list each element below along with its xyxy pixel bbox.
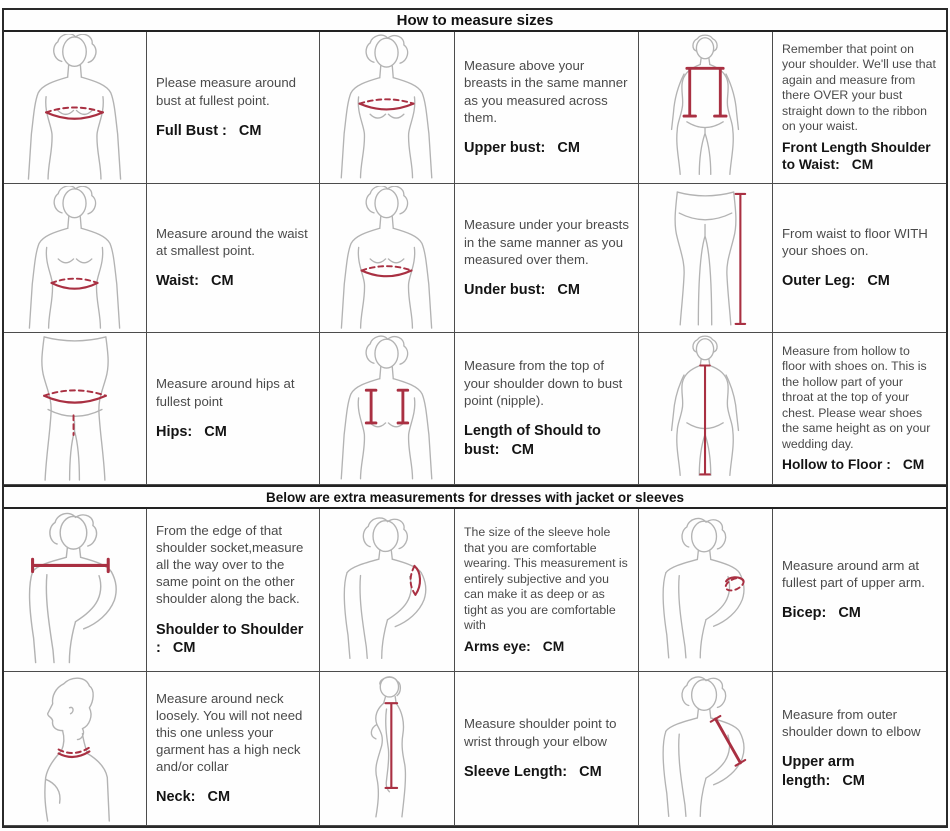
upper-bust-instruction (455, 32, 639, 184)
measurement-unit: CM (851, 156, 874, 172)
arms-eye-icon (322, 511, 452, 669)
size-measurement-chart (2, 8, 948, 828)
upper-bust-icon (322, 34, 452, 181)
measurement-unit: CM (557, 281, 580, 298)
hips-icon (6, 335, 144, 482)
measurement-description: Measure above your breasts in the same manner as you measured across them. (464, 58, 628, 125)
measurement-unit: CM (204, 423, 227, 440)
measurement-unit: CM (210, 273, 234, 290)
measurement-unit: CM (238, 122, 262, 139)
measurement-unit: CM (842, 773, 865, 790)
measurement-unit: CM (207, 789, 231, 806)
upper-arm-length-icon (641, 674, 770, 823)
arms-eye-figure-cell (320, 509, 455, 672)
measurement-description: Measure around neck loosely. You will not need this one unless your garment has a high neck and/or collar (156, 690, 303, 775)
sleeve-length-icon (322, 674, 452, 823)
under-bust-instruction (455, 184, 639, 333)
bicep-instruction (773, 509, 946, 672)
measurement-description: Measure from hollow to floor with shoes on. This is the hollow part of your throat at the top of your chest. Please wear shoes the same height as on your wedding day. (782, 343, 931, 451)
extra-measurements-subheader: Below are extra measurements for dresses with jacket or sleeves (4, 485, 946, 509)
waist-instruction (147, 184, 320, 333)
measurement-description: Measure shoulder point to wrist through your elbow (464, 716, 617, 749)
measurement-unit: CM (172, 640, 196, 657)
under-bust-figure-cell (320, 184, 455, 333)
measurement-label: Under bust: (464, 281, 546, 298)
waist-figure-cell (4, 184, 147, 333)
measurement-label: Arms eye: (464, 638, 531, 654)
hips-figure-cell (4, 333, 147, 485)
measurement-label: Shoulder to Shoulder : (156, 621, 304, 657)
measurement-unit: CM (867, 273, 890, 290)
outer-leg-icon (641, 186, 770, 330)
measurement-description: Measure under your breasts in the same manner as you measured over them. (464, 217, 629, 267)
full-bust-figure-cell (4, 32, 147, 184)
waist-icon (6, 186, 144, 330)
measurement-description: Measure around arm at fullest part of upper arm. (782, 557, 925, 591)
measurement-unit: CM (557, 139, 580, 156)
shoulder-to-shoulder-instruction (147, 509, 320, 672)
sleeve-length-instruction (455, 672, 639, 826)
measurement-label: Front Length Shoulder to Waist: (782, 139, 931, 172)
measurement-description: Measure from the top of your shoulder down to bust point (nipple). (464, 358, 623, 408)
measurement-label: Upper arm length: (782, 754, 855, 790)
upper-bust-figure-cell (320, 32, 455, 184)
hollow-to-floor-icon (641, 335, 770, 482)
bicep-icon (641, 511, 770, 669)
shoulder-to-bust-icon (322, 335, 452, 482)
measurement-description: Remember that point on your shoulder. We'll use that again and measure from there OVER your bust straight down to the ribbon on your waist. (782, 41, 936, 134)
measurement-unit: CM (902, 457, 925, 472)
front-length-figure-cell (639, 32, 773, 184)
measurement-unit: CM (542, 638, 565, 654)
neck-figure-cell (4, 672, 147, 826)
measurement-description: Please measure around bust at fullest point. (156, 75, 297, 108)
neck-instruction (147, 672, 320, 826)
upper-arm-length-instruction (773, 672, 946, 826)
measurement-unit: CM (838, 605, 861, 622)
sleeve-length-figure-cell (320, 672, 455, 826)
outer-leg-instruction (773, 184, 946, 333)
measurement-label: Hollow to Floor : (782, 457, 891, 472)
measurement-description: Measure around hips at fullest point (156, 376, 295, 409)
measurement-label: Outer Leg: (782, 273, 856, 290)
measurement-description: The size of the sleeve hole that you are comfortable wearing. This measurement is entirely subjective and you can make it as deep or as tight as you are comfortable with (464, 525, 628, 633)
measurement-description: Measure around the waist at smallest point. (156, 225, 308, 259)
hollow-to-floor-instruction (773, 333, 946, 485)
arms-eye-instruction (455, 509, 639, 672)
shoulder-to-shoulder-figure-cell (4, 509, 147, 672)
shoulder-to-bust-figure-cell (320, 333, 455, 485)
shoulder-to-shoulder-icon (6, 511, 144, 669)
full-bust-instruction (147, 32, 320, 184)
measurement-label: Bicep: (782, 605, 827, 622)
front-length-instruction (773, 32, 946, 184)
measurement-label: Sleeve Length: (464, 763, 568, 780)
measurement-label: Length of Should to bust: (464, 422, 601, 458)
measurement-description: From waist to floor WITH your shoes on. (782, 225, 928, 259)
hips-instruction (147, 333, 320, 485)
measurement-label: Full Bust : (156, 122, 227, 139)
measurement-label: Neck: (156, 789, 196, 806)
outer-leg-figure-cell (639, 184, 773, 333)
measurement-description: Measure from outer shoulder down to elbow (782, 707, 921, 740)
upper-arm-length-figure-cell (639, 672, 773, 826)
neck-icon (6, 674, 144, 823)
shoulder-to-bust-instruction (455, 333, 639, 485)
measurement-unit: CM (511, 441, 534, 458)
full-bust-icon (6, 34, 144, 181)
hollow-to-floor-figure-cell (639, 333, 773, 485)
front-length-icon (641, 34, 770, 181)
bicep-figure-cell (639, 509, 773, 672)
measurement-unit: CM (579, 763, 602, 780)
measurement-description: From the edge of that shoulder socket,measure all the way over to the same point on the other shoulder along the back. (156, 522, 304, 607)
measurement-label: Hips: (156, 423, 193, 440)
under-bust-icon (322, 186, 452, 330)
measurement-label: Upper bust: (464, 139, 546, 156)
measurement-label: Waist: (156, 273, 199, 290)
chart-title: How to measure sizes (4, 10, 946, 32)
